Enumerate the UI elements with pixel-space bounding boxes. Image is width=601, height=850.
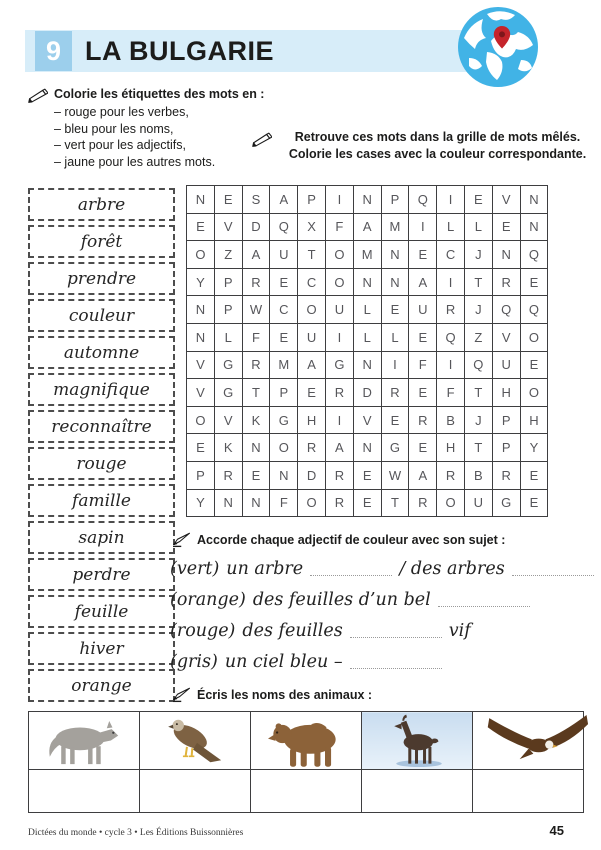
grid-cell[interactable]: O xyxy=(298,489,326,517)
grid-cell[interactable]: Z xyxy=(464,323,492,351)
line-text: des feuilles xyxy=(242,620,343,641)
grid-cell[interactable]: U xyxy=(325,296,353,324)
word-list xyxy=(28,188,175,706)
grid-cell[interactable]: N xyxy=(520,213,548,241)
grid-cell[interactable]: T xyxy=(242,379,270,407)
chamois-photo xyxy=(362,712,473,770)
answer-blank[interactable] xyxy=(310,561,392,576)
grid-cell[interactable]: N xyxy=(187,296,215,324)
word-tag-label: rouge xyxy=(76,453,127,474)
word-tag-label: prendre xyxy=(66,268,137,289)
grid-cell[interactable]: N xyxy=(270,461,298,489)
grid-row xyxy=(187,351,548,379)
grid-cell[interactable]: R xyxy=(492,461,520,489)
word-tag[interactable] xyxy=(28,373,175,406)
grid-cell[interactable]: R xyxy=(214,461,242,489)
grid-cell[interactable]: G xyxy=(214,351,242,379)
word-tag-label: hiver xyxy=(79,638,124,659)
pen-writing-icon xyxy=(170,687,191,703)
grid-cell[interactable]: J xyxy=(464,296,492,324)
grid-cell[interactable]: N xyxy=(187,323,215,351)
grid-cell[interactable]: Y xyxy=(187,489,215,517)
grid-cell[interactable]: Y xyxy=(520,434,548,462)
word-tag-label: feuille xyxy=(74,601,129,622)
adjective-line xyxy=(170,646,594,677)
grid-cell[interactable]: R xyxy=(409,489,437,517)
grid-cell[interactable]: L xyxy=(437,213,465,241)
grid-cell[interactable]: I xyxy=(437,351,465,379)
grid-cell[interactable]: E xyxy=(187,213,215,241)
grid-cell[interactable]: N xyxy=(381,241,409,269)
grid-cell[interactable]: L xyxy=(353,323,381,351)
grid-cell[interactable]: R xyxy=(298,434,326,462)
answer-blank[interactable] xyxy=(438,592,530,607)
grid-cell[interactable]: Z xyxy=(214,241,242,269)
grid-cell[interactable]: T xyxy=(464,268,492,296)
grid-cell[interactable]: C xyxy=(270,296,298,324)
grid-cell[interactable]: N xyxy=(353,434,381,462)
animals-table xyxy=(28,711,584,813)
grid-cell[interactable]: M xyxy=(353,241,381,269)
grid-cell[interactable]: P xyxy=(492,406,520,434)
word-tag-label: orange xyxy=(71,675,132,696)
word-tag-label: forêt xyxy=(80,231,123,252)
grid-row xyxy=(187,406,548,434)
grid-cell[interactable]: O xyxy=(520,379,548,407)
color-instruction-item: – jaune pour les autres mots. xyxy=(54,154,216,169)
grid-cell[interactable]: A xyxy=(242,241,270,269)
grid-cell[interactable]: P xyxy=(298,186,326,214)
grid-cell[interactable]: N xyxy=(520,186,548,214)
color-instructions-list xyxy=(28,104,268,170)
grid-cell[interactable]: P xyxy=(492,434,520,462)
grid-cell[interactable]: V xyxy=(492,323,520,351)
grid-cell[interactable]: N xyxy=(214,489,242,517)
grid-instructions xyxy=(252,129,598,162)
word-tag[interactable] xyxy=(28,410,175,443)
word-tag-label: automne xyxy=(63,342,140,363)
grid-row xyxy=(187,186,548,214)
grid-cell[interactable]: D xyxy=(298,461,326,489)
grid-cell[interactable]: U xyxy=(298,323,326,351)
word-tag[interactable] xyxy=(28,262,175,295)
grid-cell[interactable]: E xyxy=(298,379,326,407)
grid-cell[interactable]: E xyxy=(270,323,298,351)
adjective-line xyxy=(170,615,594,646)
grid-cell[interactable]: O xyxy=(325,241,353,269)
grid-cell[interactable]: Q xyxy=(270,213,298,241)
line-text: un arbre xyxy=(226,558,304,579)
grid-cell[interactable]: R xyxy=(325,461,353,489)
grid-instructions-line2: Colorie les cases avec la couleur correspondante. xyxy=(288,146,587,161)
grid-cell[interactable]: R xyxy=(325,379,353,407)
word-tag[interactable] xyxy=(28,558,175,591)
grid-cell[interactable]: J xyxy=(464,406,492,434)
grid-cell[interactable]: O xyxy=(520,323,548,351)
grid-cell[interactable]: J xyxy=(464,241,492,269)
grid-cell[interactable]: B xyxy=(437,406,465,434)
grid-cell[interactable]: E xyxy=(353,461,381,489)
grid-cell[interactable]: R xyxy=(437,296,465,324)
adjective-exercise xyxy=(170,532,594,677)
lesson-number: 9 xyxy=(35,31,72,71)
grid-cell[interactable]: U xyxy=(492,351,520,379)
grid-row xyxy=(187,268,548,296)
word-tag[interactable] xyxy=(28,595,175,628)
grid-cell[interactable]: X xyxy=(298,213,326,241)
grid-row xyxy=(187,241,548,269)
wolf-photo xyxy=(29,712,140,770)
grid-cell[interactable]: Q xyxy=(409,186,437,214)
pencil-icon xyxy=(252,131,272,147)
grid-cell[interactable]: R xyxy=(381,379,409,407)
grid-cell[interactable]: O xyxy=(298,296,326,324)
grid-cell[interactable]: L xyxy=(464,213,492,241)
grid-cell[interactable]: I xyxy=(325,323,353,351)
animal-answer-cell[interactable] xyxy=(140,770,251,813)
grid-cell[interactable]: K xyxy=(242,406,270,434)
color-instruction-item: – vert pour les adjectifs, xyxy=(54,138,187,152)
grid-cell[interactable]: H xyxy=(437,434,465,462)
grid-cell[interactable]: O xyxy=(325,268,353,296)
grid-cell[interactable]: T xyxy=(381,489,409,517)
grid-row xyxy=(187,379,548,407)
grid-instructions-line1: Retrouve ces mots dans la grille de mots mêlés. xyxy=(294,130,581,144)
animal-answer-cell[interactable] xyxy=(362,770,473,813)
page-number: 45 xyxy=(549,823,564,838)
word-tag[interactable] xyxy=(28,188,175,221)
grid-cell[interactable]: F xyxy=(270,489,298,517)
grid-cell[interactable]: E xyxy=(187,434,215,462)
grid-cell[interactable]: A xyxy=(298,351,326,379)
grid-cell[interactable]: M xyxy=(381,213,409,241)
grid-cell[interactable]: E xyxy=(520,268,548,296)
grid-cell[interactable]: F xyxy=(437,379,465,407)
grid-cell[interactable]: V xyxy=(353,406,381,434)
color-word: (gris) xyxy=(170,651,218,672)
word-tag-label: perdre xyxy=(72,564,131,585)
grid-cell[interactable]: P xyxy=(214,296,242,324)
grid-cell[interactable]: N xyxy=(187,186,215,214)
grid-cell[interactable]: U xyxy=(409,296,437,324)
grid-row xyxy=(187,489,548,517)
grid-cell[interactable]: V xyxy=(492,186,520,214)
eagle-photo xyxy=(473,712,584,770)
grid-cell[interactable]: C xyxy=(298,268,326,296)
grid-cell[interactable]: E xyxy=(520,489,548,517)
grid-cell[interactable]: R xyxy=(409,406,437,434)
grid-cell[interactable]: O xyxy=(270,434,298,462)
animals-exercise-title: Écris les noms des animaux : xyxy=(197,688,373,702)
word-tag[interactable] xyxy=(28,299,175,332)
color-instruction-item: – rouge pour les verbes, xyxy=(54,105,189,119)
color-instructions-title: Colorie les étiquettes des mots en : xyxy=(54,87,265,101)
grid-cell[interactable]: V xyxy=(214,406,242,434)
animal-answer-cell[interactable] xyxy=(251,770,362,813)
color-word: (orange) xyxy=(170,589,246,610)
grid-cell[interactable]: G xyxy=(381,434,409,462)
word-tag[interactable] xyxy=(28,484,175,517)
grid-cell[interactable]: A xyxy=(270,186,298,214)
grid-cell[interactable]: F xyxy=(409,351,437,379)
grid-cell[interactable]: Q xyxy=(437,323,465,351)
grid-cell[interactable]: E xyxy=(409,241,437,269)
grid-cell[interactable]: Q xyxy=(492,296,520,324)
grid-cell[interactable]: N xyxy=(353,351,381,379)
grid-cell[interactable]: O xyxy=(437,489,465,517)
word-tag-label: arbre xyxy=(77,194,126,215)
grid-cell[interactable]: U xyxy=(464,489,492,517)
grid-cell[interactable]: N xyxy=(353,186,381,214)
buzzard-photo xyxy=(140,712,251,770)
pencil-icon xyxy=(28,87,48,103)
grid-cell[interactable]: B xyxy=(464,461,492,489)
grid-cell[interactable]: E xyxy=(409,379,437,407)
grid-cell[interactable]: P xyxy=(381,186,409,214)
grid-cell[interactable]: A xyxy=(325,434,353,462)
line-text: / des arbres xyxy=(399,558,505,579)
answer-blank[interactable] xyxy=(512,561,594,576)
grid-cell[interactable]: T xyxy=(298,241,326,269)
grid-cell[interactable]: Y xyxy=(187,268,215,296)
grid-cell[interactable]: V xyxy=(187,351,215,379)
grid-cell[interactable]: N xyxy=(242,434,270,462)
grid-cell[interactable]: D xyxy=(353,379,381,407)
grid-cell[interactable]: C xyxy=(437,241,465,269)
grid-cell[interactable]: O xyxy=(187,406,215,434)
grid-cell[interactable]: R xyxy=(242,351,270,379)
word-tag-label: couleur xyxy=(68,305,135,326)
grid-cell[interactable]: Q xyxy=(520,241,548,269)
grid-cell[interactable]: U xyxy=(270,241,298,269)
grid-cell[interactable]: N xyxy=(242,489,270,517)
grid-cell[interactable]: R xyxy=(492,268,520,296)
grid-cell[interactable]: A xyxy=(409,461,437,489)
grid-cell[interactable]: I xyxy=(437,268,465,296)
grid-cell[interactable]: T xyxy=(464,379,492,407)
grid-row xyxy=(187,213,548,241)
grid-cell[interactable]: L xyxy=(353,296,381,324)
grid-cell[interactable]: L xyxy=(381,323,409,351)
word-tag[interactable] xyxy=(28,225,175,258)
grid-cell[interactable]: F xyxy=(242,323,270,351)
word-tag-label: sapin xyxy=(78,527,125,548)
grid-cell[interactable]: I xyxy=(409,213,437,241)
grid-cell[interactable]: I xyxy=(381,351,409,379)
word-tag-label: famille xyxy=(72,490,131,511)
grid-cell[interactable]: P xyxy=(187,461,215,489)
grid-cell[interactable]: E xyxy=(409,323,437,351)
grid-cell[interactable]: V xyxy=(214,213,242,241)
grid-row xyxy=(187,296,548,324)
grid-cell[interactable]: W xyxy=(242,296,270,324)
page-title: LA BULGARIE xyxy=(85,35,274,66)
grid-cell[interactable]: E xyxy=(492,213,520,241)
grid-cell[interactable]: E xyxy=(270,268,298,296)
word-tag[interactable] xyxy=(28,521,175,554)
grid-cell[interactable]: E xyxy=(242,461,270,489)
grid-cell[interactable]: E xyxy=(214,186,242,214)
color-word: (rouge) xyxy=(170,620,236,641)
grid-cell[interactable]: I xyxy=(325,406,353,434)
page-footer xyxy=(28,823,564,838)
grid-cell[interactable]: F xyxy=(325,213,353,241)
grid-cell[interactable]: A xyxy=(409,268,437,296)
grid-row xyxy=(187,434,548,462)
grid-cell[interactable]: S xyxy=(242,186,270,214)
grid-cell[interactable]: H xyxy=(492,379,520,407)
grid-cell[interactable]: I xyxy=(325,186,353,214)
grid-cell[interactable]: V xyxy=(187,379,215,407)
animal-photo-row xyxy=(29,712,584,770)
footer-credit: Dictées du monde • cycle 3 • Les Éditions Buissonnières xyxy=(28,828,244,838)
grid-row xyxy=(187,461,548,489)
grid-cell[interactable]: E xyxy=(464,186,492,214)
grid-cell[interactable]: E xyxy=(353,489,381,517)
grid-cell[interactable]: A xyxy=(353,213,381,241)
word-tag[interactable] xyxy=(28,669,175,702)
grid-cell[interactable]: N xyxy=(381,268,409,296)
grid-cell[interactable]: T xyxy=(464,434,492,462)
grid-cell[interactable]: E xyxy=(381,296,409,324)
grid-cell[interactable]: E xyxy=(409,434,437,462)
answer-blank[interactable] xyxy=(350,654,442,669)
animals-exercise xyxy=(170,687,372,703)
grid-cell[interactable]: E xyxy=(520,461,548,489)
color-instructions xyxy=(28,86,268,170)
grid-cell[interactable]: L xyxy=(214,323,242,351)
word-search-grid xyxy=(186,185,548,517)
grid-cell[interactable]: Q xyxy=(464,351,492,379)
line-text: des feuilles d’un bel xyxy=(252,589,431,610)
grid-cell[interactable]: P xyxy=(270,379,298,407)
grid-cell[interactable]: I xyxy=(437,186,465,214)
grid-cell[interactable]: W xyxy=(381,461,409,489)
grid-cell[interactable]: P xyxy=(214,268,242,296)
grid-cell[interactable]: K xyxy=(214,434,242,462)
word-tag[interactable] xyxy=(28,632,175,665)
adjective-line xyxy=(170,584,594,615)
globe-icon xyxy=(457,6,539,88)
grid-cell[interactable]: R xyxy=(242,268,270,296)
grid-cell[interactable]: O xyxy=(187,241,215,269)
grid-cell[interactable]: H xyxy=(298,406,326,434)
grid-cell[interactable]: N xyxy=(353,268,381,296)
grid-row xyxy=(187,323,548,351)
grid-cell[interactable]: G xyxy=(325,351,353,379)
bear-photo xyxy=(251,712,362,770)
adjective-lines xyxy=(170,553,594,677)
pen-writing-icon xyxy=(170,532,191,548)
adjective-exercise-title: Accorde chaque adjectif de couleur avec son sujet : xyxy=(197,533,506,547)
grid-cell[interactable]: G xyxy=(270,406,298,434)
line-text: vif xyxy=(448,620,471,641)
grid-cell[interactable]: Q xyxy=(520,296,548,324)
grid-cell[interactable]: E xyxy=(520,351,548,379)
grid-cell[interactable]: G xyxy=(492,489,520,517)
color-word: (vert) xyxy=(170,558,220,579)
word-tag-label: reconnaître xyxy=(51,416,152,437)
animal-answer-row xyxy=(29,770,584,813)
answer-blank[interactable] xyxy=(350,623,442,638)
animal-answer-cell[interactable] xyxy=(29,770,140,813)
word-tag[interactable] xyxy=(28,336,175,369)
grid-cell[interactable]: R xyxy=(325,489,353,517)
word-tag-label: magnifique xyxy=(53,379,150,400)
grid-cell[interactable]: G xyxy=(214,379,242,407)
animal-answer-cell[interactable] xyxy=(473,770,584,813)
adjective-line xyxy=(170,553,594,584)
grid-cell[interactable]: H xyxy=(520,406,548,434)
grid-cell[interactable]: E xyxy=(381,406,409,434)
grid-cell[interactable]: M xyxy=(270,351,298,379)
line-text: un ciel bleu – xyxy=(224,651,343,672)
grid-cell[interactable]: D xyxy=(242,213,270,241)
word-tag[interactable] xyxy=(28,447,175,480)
lesson-banner xyxy=(25,30,471,72)
color-instruction-item: – bleu pour les noms, xyxy=(54,121,174,136)
grid-cell[interactable]: R xyxy=(437,461,465,489)
grid-cell[interactable]: N xyxy=(492,241,520,269)
